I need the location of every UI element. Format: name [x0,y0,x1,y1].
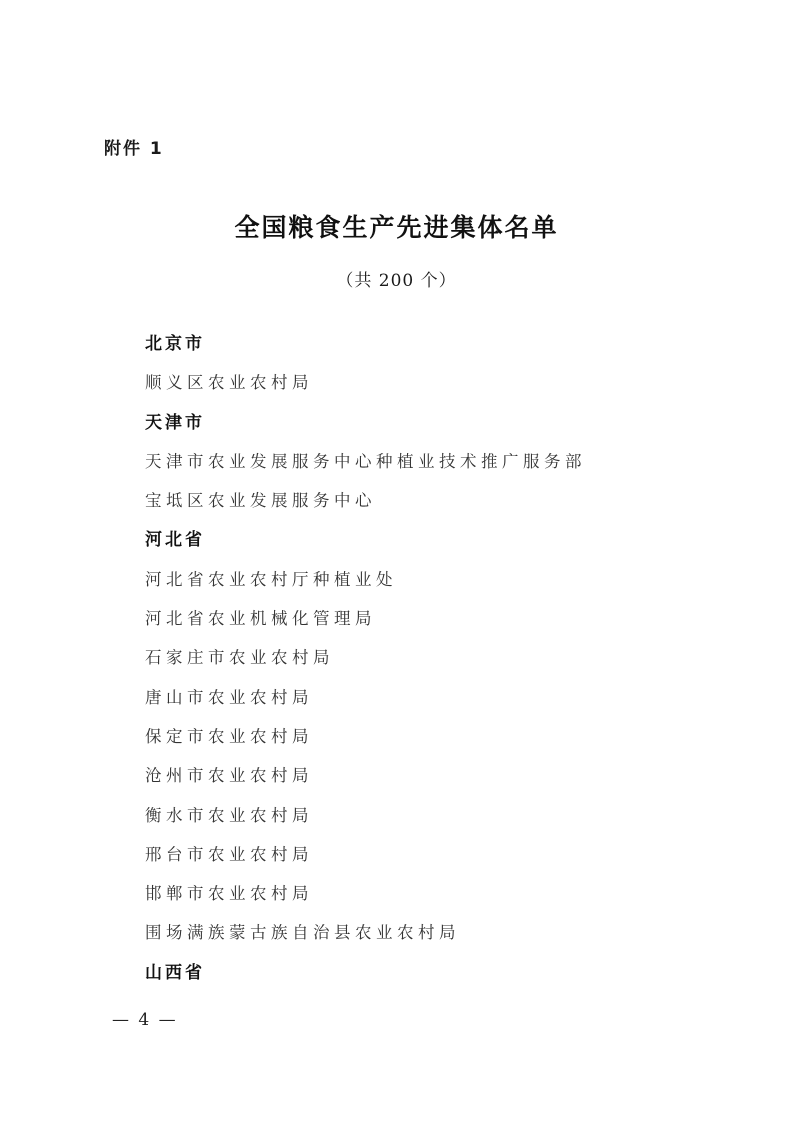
list-item: 保定市农业农村局 [145,726,313,746]
region-heading: 北京市 [145,334,205,354]
list-item: 邢台市农业农村局 [145,844,313,864]
list-item: 天津市农业发展服务中心种植业技术推广服务部 [145,451,586,471]
list-item: 邯郸市农业农村局 [145,884,313,904]
list-item: 石家庄市农业农村局 [145,648,334,668]
list-item: 围场满族蒙古族自治县农业农村局 [145,923,460,943]
list-item: 唐山市农业农村局 [145,687,313,707]
region-heading: 山西省 [145,962,205,983]
document-subtitle: （共 200 个） [336,271,457,291]
list-item: 衡水市农业农村局 [145,805,313,825]
list-item: 河北省农业机械化管理局 [145,609,376,629]
region-heading: 天津市 [145,412,205,433]
entry-list [145,332,586,1000]
list-item: 顺义区农业农村局 [145,373,313,393]
region-heading: 河北省 [145,530,205,551]
list-item: 沧州市农业农村局 [145,766,313,786]
attachment-label: 附件 1 [104,139,164,159]
page-number: — 4 — [112,1010,178,1030]
list-item: 河北省农业农村厅种植业处 [145,569,397,589]
list-item: 宝坻区农业发展服务中心 [145,491,376,511]
document-title: 全国粮食生产先进集体名单 [234,213,559,242]
